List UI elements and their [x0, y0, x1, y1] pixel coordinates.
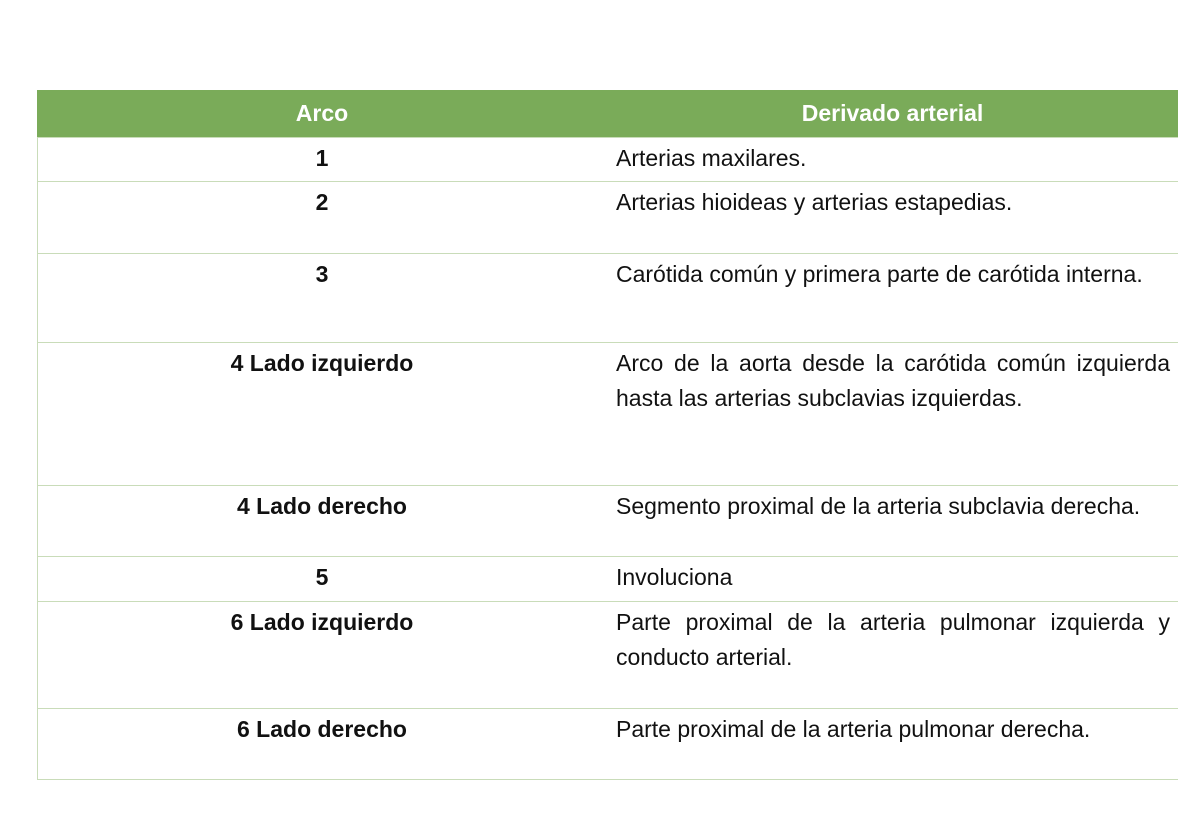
- cell-derivado: Parte proximal de la arteria pulmonar derecha.: [607, 708, 1178, 779]
- header-row: [37, 90, 1178, 137]
- header-arco: Arco: [295, 99, 349, 126]
- table-row: [37, 556, 1178, 601]
- cell-derivado: Carótida común y primera parte de carótida interna.: [607, 253, 1178, 342]
- header-derivado: Derivado arterial: [801, 99, 984, 126]
- table-row: [37, 485, 1178, 556]
- table-row: [37, 253, 1178, 342]
- table-row: [37, 137, 1178, 181]
- cell-derivado: Arterias hioideas y arterias estapedias.: [607, 181, 1178, 253]
- cell-arco: 2: [37, 181, 607, 253]
- cell-arco: 4 Lado izquierdo: [37, 342, 607, 485]
- cell-arco: 1: [37, 137, 607, 181]
- cell-derivado: Parte proximal de la arteria pulmonar izquierda y conducto arterial.: [607, 601, 1178, 708]
- table-row: [37, 601, 1178, 708]
- cell-derivado: Involuciona: [607, 556, 1178, 601]
- table-row: [37, 708, 1178, 779]
- aortic-arch-table: [37, 90, 1178, 780]
- cell-arco: 3: [37, 253, 607, 342]
- table-left-border: [37, 137, 38, 779]
- cell-arco: 6 Lado derecho: [37, 708, 607, 779]
- table-row: [37, 181, 1178, 253]
- cell-derivado: Arco de la aorta desde la carótida común izquierda hasta las arterias subclavias izquierdas.: [607, 342, 1178, 485]
- table-body: [37, 137, 1178, 779]
- table-header: [37, 90, 1178, 137]
- table-row: [37, 342, 1178, 485]
- cell-derivado: Segmento proximal de la arteria subclavia derecha.: [607, 485, 1178, 556]
- cell-derivado: Arterias maxilares.: [607, 137, 1178, 181]
- cell-arco: 5: [37, 556, 607, 601]
- cell-arco: 4 Lado derecho: [37, 485, 607, 556]
- cell-arco: 6 Lado izquierdo: [37, 601, 607, 708]
